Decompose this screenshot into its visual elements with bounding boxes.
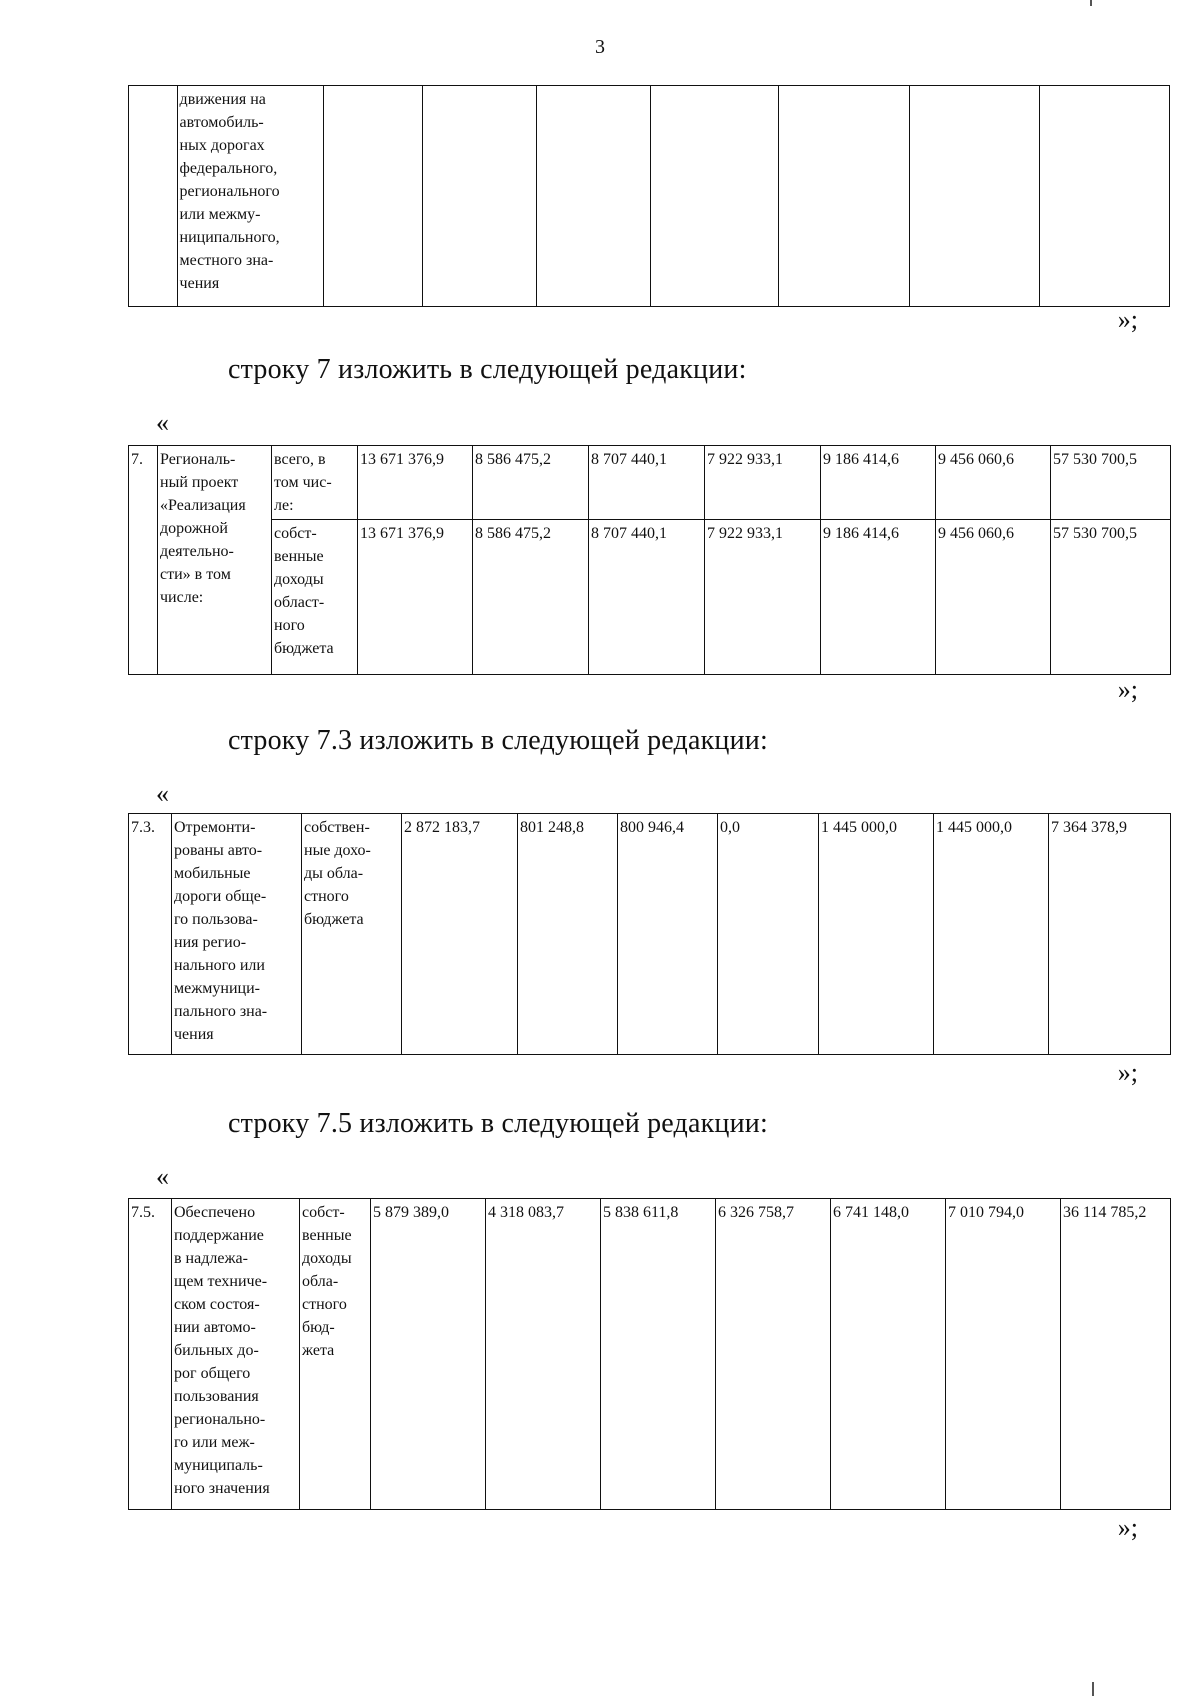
closing-quote: »;: [1117, 1513, 1138, 1542]
value-cell: 6 741 148,0: [831, 1199, 946, 1510]
instruction-row-7-3: строку 7.3 изложить в следующей редакции:: [228, 725, 768, 756]
value-cell: 0,0: [718, 814, 819, 1055]
value-cell: 8 586 475,2: [473, 446, 589, 520]
opening-quote: «: [156, 1162, 169, 1191]
value-cell: 7 010 794,0: [946, 1199, 1061, 1510]
empty-cell: [422, 86, 536, 307]
value-cell: 9 186 414,6: [821, 520, 936, 675]
closing-quote: »;: [1117, 1058, 1138, 1087]
value-cell: 800 946,4: [618, 814, 718, 1055]
value-cell: 5 879 389,0: [371, 1199, 486, 1510]
table-row-7: [128, 445, 1171, 675]
opening-quote: «: [156, 779, 169, 808]
funding-source: собст- венные доходы област- ного бюджета: [272, 520, 358, 675]
row-number-cell: [129, 86, 178, 307]
project-name: Обеспечено поддержание в надлежа- щем техниче- ском состоя- нии автомо- бильных до- рог общего пользования регионально- го или меж- муниципаль- ного значения: [172, 1199, 300, 1510]
row-number: 7.5.: [129, 1199, 172, 1510]
value-cell: 7 364 378,9: [1049, 814, 1171, 1055]
project-name: Региональ- ный проект «Реализация дорожной деятельно- сти» в том числе:: [158, 446, 272, 675]
value-cell: 57 530 700,5: [1051, 520, 1171, 675]
value-cell: 801 248,8: [518, 814, 618, 1055]
table-row-7-5: [128, 1198, 1171, 1510]
empty-cell: [324, 86, 422, 307]
empty-cell: [536, 86, 650, 307]
funding-source: собствен- ные дохо- ды обла- стного бюджета: [302, 814, 402, 1055]
value-cell: 4 318 083,7: [486, 1199, 601, 1510]
closing-quote: »;: [1117, 675, 1138, 704]
table-row-7-3: [128, 813, 1171, 1055]
page-number: 3: [595, 36, 605, 58]
value-cell: 9 456 060,6: [936, 446, 1051, 520]
value-cell: 13 671 376,9: [358, 446, 473, 520]
instruction-row-7: строку 7 изложить в следующей редакции:: [228, 354, 747, 385]
empty-cell: [779, 86, 910, 307]
instruction-row-7-5: строку 7.5 изложить в следующей редакции:: [228, 1108, 768, 1139]
funding-source: собст- венные доходы обла- стного бюд- жета: [300, 1199, 371, 1510]
value-cell: 8 586 475,2: [473, 520, 589, 675]
scan-mark: [1092, 1682, 1094, 1696]
empty-cell: [1040, 86, 1170, 307]
continued-table: [128, 85, 1170, 307]
value-cell: 9 186 414,6: [821, 446, 936, 520]
project-name: Отремонти- рованы авто- мобильные дороги обще- го пользова- ния регио- нального или межмуници- пального зна- чения: [172, 814, 302, 1055]
value-cell: 1 445 000,0: [819, 814, 934, 1055]
row-number: 7.: [129, 446, 158, 675]
funding-source: всего, в том чис- ле:: [272, 446, 358, 520]
value-cell: 6 326 758,7: [716, 1199, 831, 1510]
value-cell: 8 707 440,1: [589, 446, 705, 520]
value-cell: 9 456 060,6: [936, 520, 1051, 675]
row-number: 7.3.: [129, 814, 172, 1055]
description-cell: движения на автомобиль- ных дорогах федерального, регионального или межму- ниципального, местного зна- чения: [177, 86, 324, 307]
empty-cell: [910, 86, 1040, 307]
opening-quote: «: [156, 408, 169, 437]
value-cell: 57 530 700,5: [1051, 446, 1171, 520]
value-cell: 13 671 376,9: [358, 520, 473, 675]
value-cell: 2 872 183,7: [402, 814, 518, 1055]
closing-quote: »;: [1117, 305, 1138, 334]
value-cell: 5 838 611,8: [601, 1199, 716, 1510]
value-cell: 1 445 000,0: [934, 814, 1049, 1055]
scan-mark: [1090, 0, 1092, 6]
value-cell: 36 114 785,2: [1061, 1199, 1171, 1510]
value-cell: 7 922 933,1: [705, 520, 821, 675]
value-cell: 7 922 933,1: [705, 446, 821, 520]
empty-cell: [650, 86, 779, 307]
value-cell: 8 707 440,1: [589, 520, 705, 675]
